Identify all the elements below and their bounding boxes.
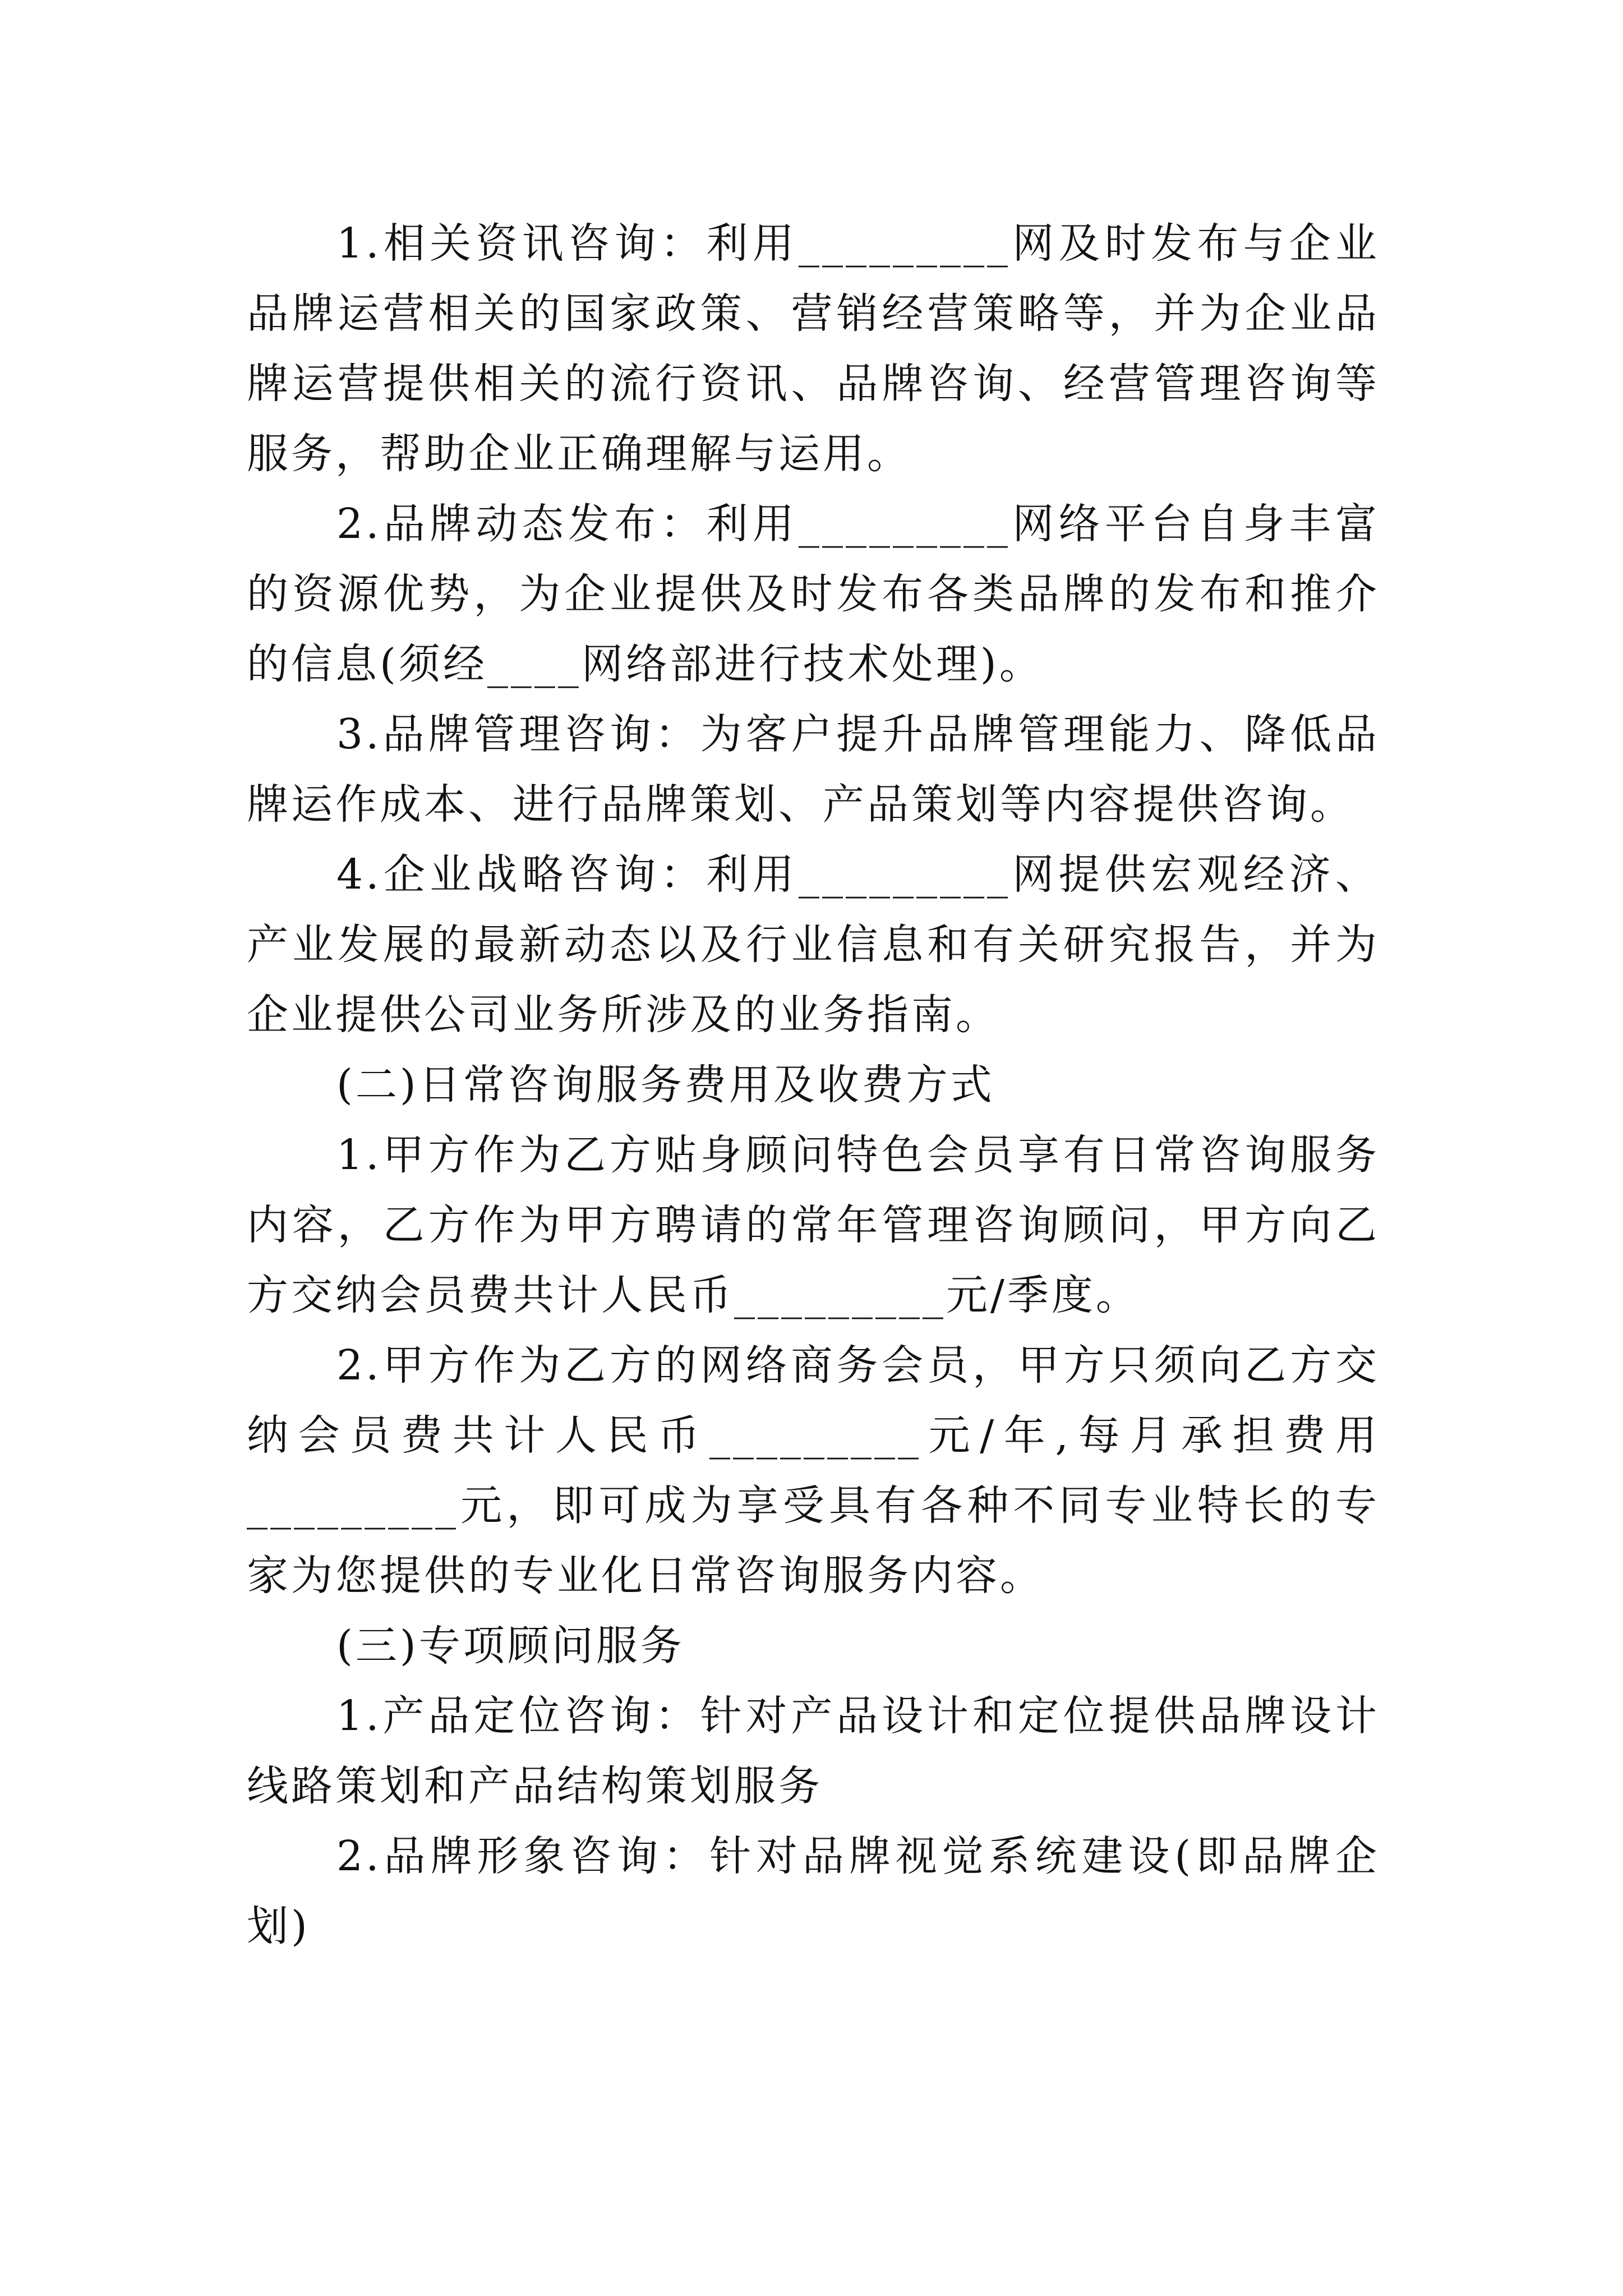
paragraph-annual-membership-fee: 2.甲方作为乙方的网络商务会员，甲方只须向乙方交纳会员费共计人民币_________元/年,每月承担费用_________元，即可成为享受具有各种不同专业特长的专家为您提供的专业化日常咨询服务内容。: [247, 1341, 1380, 1600]
paragraph-enterprise-strategy-consulting: 4.企业战略咨询：利用_________网提供宏观经济、产业发展的最新动态以及行业信息和有关研究报告，并为企业提供公司业务所涉及的业务指南。: [247, 850, 1380, 1039]
document-body: [247, 209, 1380, 1962]
paragraph-product-positioning-consulting: 1.产品定位咨询：针对产品设计和定位提供品牌设计线路策划和产品结构策划服务: [247, 1692, 1380, 1810]
paragraph-brand-management-consulting: 3.品牌管理咨询：为客户提升品牌管理能力、降低品牌运作成本、进行品牌策划、产品策划等内容提供咨询。: [247, 710, 1380, 829]
paragraph-related-info-consulting: 1.相关资讯咨询：利用_________网及时发布与企业品牌运营相关的国家政策、营销经营策略等，并为企业品牌运营提供相关的流行资讯、品牌咨询、经营管理咨询等服务，帮助企业正确理解与运用。: [247, 219, 1380, 478]
section-heading-special-advisory-services: (三)专项顾问服务: [336, 1622, 685, 1670]
paragraph-brand-image-consulting: 2.品牌形象咨询：针对品牌视觉系统建设(即品牌企划): [247, 1832, 1380, 1950]
section-heading-daily-consulting-fees: (二)日常咨询服务费用及收费方式: [336, 1061, 995, 1109]
paragraph-quarterly-membership-fee: 1.甲方作为乙方贴身顾问特色会员享有日常咨询服务内容，乙方作为甲方聘请的常年管理咨询顾问，甲方向乙方交纳会员费共计人民币_________元/季度。: [247, 1131, 1380, 1319]
paragraph-brand-news-publishing: 2.品牌动态发布：利用_________网络平台自身丰富的资源优势，为企业提供及时发布各类品牌的发布和推介的信息(须经____网络部进行技术处理)。: [247, 500, 1380, 688]
